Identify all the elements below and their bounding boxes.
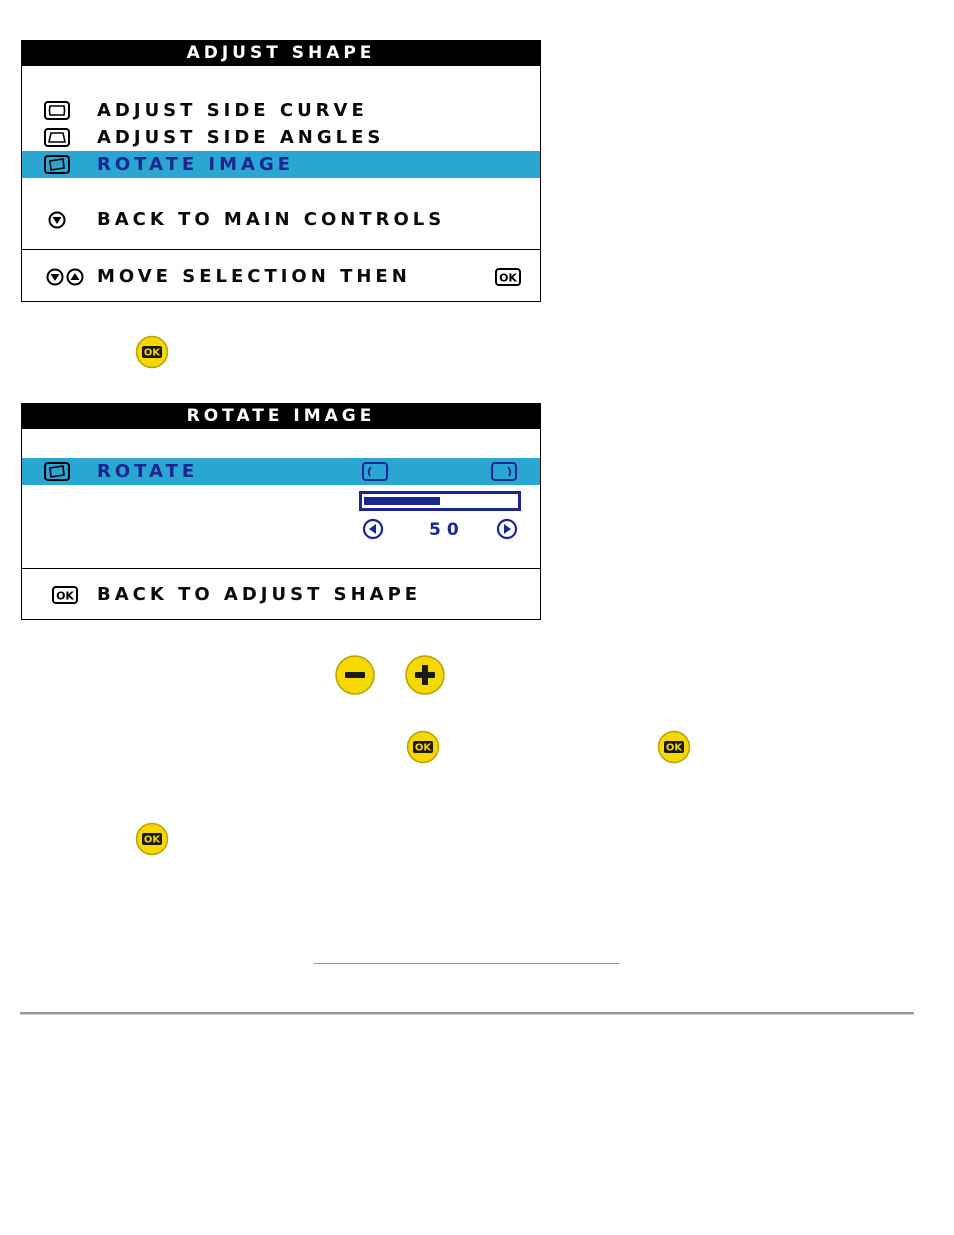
back-label: BACK TO MAIN CONTROLS xyxy=(97,209,446,230)
footer-label: MOVE SELECTION THEN xyxy=(97,266,411,287)
plus-button[interactable] xyxy=(403,654,447,696)
menu-item-label: ADJUST SIDE ANGLES xyxy=(97,127,385,148)
menu-title: ADJUST SHAPE xyxy=(22,41,540,66)
menu-footer xyxy=(22,263,540,290)
side-angles-icon xyxy=(44,128,70,147)
menu-item-adjust-side-curve[interactable] xyxy=(22,97,540,124)
link-underline[interactable] xyxy=(314,963,619,964)
ok-icon xyxy=(495,268,521,286)
rotate-value: 50 xyxy=(429,520,465,540)
back-to-adjust-shape[interactable] xyxy=(22,581,540,608)
ok-button[interactable] xyxy=(135,822,169,856)
rotate-image-icon xyxy=(44,462,70,481)
horizontal-rule xyxy=(20,1012,914,1015)
back-to-main-controls[interactable] xyxy=(22,206,540,233)
rotate-slider-fill xyxy=(364,497,440,505)
svg-text:OK: OK xyxy=(499,271,517,285)
menu-item-adjust-side-angles[interactable] xyxy=(22,124,540,151)
right-arrow-circle-icon xyxy=(496,518,518,540)
menu-item-rotate-image[interactable] xyxy=(22,151,540,178)
left-arrow-circle-icon xyxy=(362,518,384,540)
ok-button[interactable] xyxy=(135,335,169,369)
rotate-slider[interactable] xyxy=(359,491,521,511)
up-arrow-circle-icon xyxy=(66,268,84,286)
menu-divider xyxy=(22,568,540,569)
ok-button[interactable] xyxy=(406,730,440,764)
rotate-image-menu xyxy=(21,403,541,620)
rotate-right-icon xyxy=(491,462,517,481)
down-arrow-circle-icon xyxy=(48,211,66,229)
adjust-shape-menu xyxy=(21,40,541,302)
menu-item-label: ROTATE IMAGE xyxy=(97,154,295,175)
svg-text:OK: OK xyxy=(143,834,161,846)
svg-text:OK: OK xyxy=(665,742,683,754)
ok-icon xyxy=(52,586,78,604)
down-arrow-circle-icon xyxy=(46,268,64,286)
rotate-label: ROTATE xyxy=(97,461,199,482)
rotate-row[interactable] xyxy=(22,458,540,485)
menu-item-label: ADJUST SIDE CURVE xyxy=(97,100,368,121)
svg-text:OK: OK xyxy=(56,589,74,603)
rotate-image-icon xyxy=(44,155,70,174)
menu-divider xyxy=(22,249,540,250)
menu-title: ROTATE IMAGE xyxy=(22,404,540,429)
svg-text:OK: OK xyxy=(414,742,432,754)
side-curve-icon xyxy=(44,101,70,120)
minus-button[interactable] xyxy=(333,654,377,696)
back-label: BACK TO ADJUST SHAPE xyxy=(97,584,422,605)
svg-text:OK: OK xyxy=(143,347,161,359)
rotate-left-icon xyxy=(362,462,388,481)
ok-button[interactable] xyxy=(657,730,691,764)
